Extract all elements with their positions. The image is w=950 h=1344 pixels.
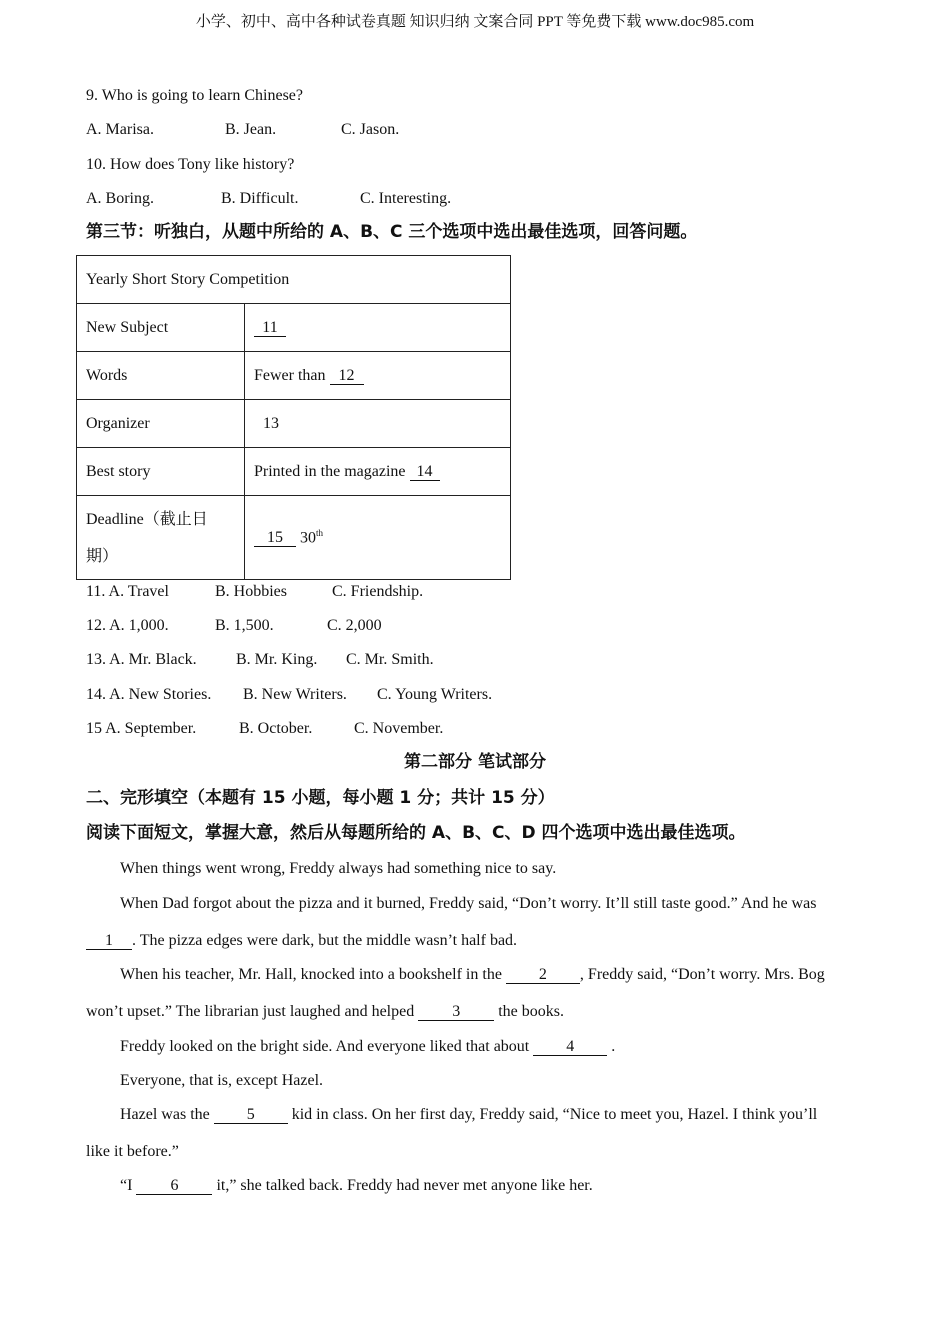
- table-title: Yearly Short Story Competition: [77, 256, 511, 304]
- passage-paragraph: Hazel was the 5 kid in class. On her first day, Freddy said, “Nice to meet you, Hazel. I think you’ll: [120, 1106, 818, 1123]
- passage-paragraph: When his teacher, Mr. Hall, knocked into a bookshelf in the 2 , Freddy said, “Don’t worry. Mrs. Bog: [120, 966, 825, 983]
- question-12-option-a: 12. A. 1,000.: [86, 617, 169, 634]
- answer-blank: 14: [410, 463, 440, 481]
- row-label: New Subject: [77, 304, 245, 352]
- table-row: [77, 352, 511, 400]
- question-13-option-c: C. Mr. Smith.: [346, 651, 434, 668]
- question-9-option-a: A. Marisa.: [86, 121, 154, 138]
- cloze-blank: 1: [86, 932, 132, 950]
- question-13-option-b: B. Mr. King.: [236, 651, 318, 668]
- passage-paragraph: won’t upset.” The librarian just laughed and helped 3 the books.: [86, 1003, 564, 1020]
- question-10-stem: 10. How does Tony like history?: [86, 156, 295, 173]
- question-11-option-a: 11. A. Travel: [86, 583, 169, 600]
- row-label: Organizer: [77, 400, 245, 448]
- question-9-option-c: C. Jason.: [341, 121, 400, 138]
- cloze-blank: 2: [506, 966, 580, 984]
- row-value: 15 30th: [245, 496, 511, 580]
- question-10-option-a: A. Boring.: [86, 190, 154, 207]
- row-value: [245, 304, 511, 352]
- question-10-option-c: C. Interesting.: [360, 190, 452, 207]
- row-label: Deadline（截止日 期）: [77, 496, 245, 580]
- passage-paragraph: “I 6 it,” she talked back. Freddy had never met anyone like her.: [120, 1177, 593, 1194]
- row-label: Best story: [77, 448, 245, 496]
- question-15-option-c: C. November.: [354, 720, 444, 737]
- passage-paragraph: 1 . The pizza edges were dark, but the middle wasn’t half bad.: [86, 931, 517, 951]
- question-14-option-b: B. New Writers.: [243, 686, 347, 703]
- passage-paragraph: When things went wrong, Freddy always had something nice to say.: [120, 860, 557, 877]
- section-3-title: 第三节：听独白，从题中所给的 A、B、C 三个选项中选出最佳选项，回答问题。: [86, 222, 698, 242]
- cloze-blank: 5: [214, 1106, 288, 1124]
- passage-paragraph: When Dad forgot about the pizza and it burned, Freddy said, “Don’t worry. It’ll still taste good.” And he was: [120, 895, 817, 912]
- answer-blank: 15: [254, 529, 296, 547]
- passage-paragraph: Everyone, that is, except Hazel.: [120, 1072, 324, 1089]
- table-row: [77, 448, 511, 496]
- question-9-stem: 9. Who is going to learn Chinese?: [86, 87, 303, 104]
- table-row: [77, 496, 511, 580]
- cloze-blank: 6: [136, 1177, 212, 1195]
- row-value: Printed in the magazine 14: [245, 448, 511, 496]
- question-11-option-b: B. Hobbies: [215, 583, 287, 600]
- answer-blank: 11: [254, 319, 286, 337]
- cloze-instruction: 阅读下面短文，掌握大意，然后从每题所给的 A、B、C、D 四个选项中选出最佳选项。: [86, 823, 746, 843]
- table-row: [77, 304, 511, 352]
- question-12-option-b: B. 1,500.: [215, 617, 274, 634]
- row-label: Words: [77, 352, 245, 400]
- answer-blank: 12: [330, 367, 364, 385]
- competition-table: [76, 255, 511, 580]
- question-13-option-a: 13. A. Mr. Black.: [86, 651, 197, 668]
- question-14-option-c: C. Young Writers.: [377, 686, 493, 703]
- cloze-blank: 3: [418, 1003, 494, 1021]
- question-14-option-a: 14. A. New Stories.: [86, 686, 212, 703]
- question-15-option-a: 15 A. September.: [86, 720, 197, 737]
- cloze-title: 二、完形填空（本题有 15 小题，每小题 1 分；共计 15 分）: [86, 788, 555, 808]
- cloze-blank: 4: [533, 1038, 607, 1056]
- passage-paragraph: like it before.”: [86, 1143, 179, 1160]
- answer-blank: 13: [263, 414, 279, 432]
- question-11-option-c: C. Friendship.: [332, 583, 424, 600]
- question-10-option-b: B. Difficult.: [221, 190, 299, 207]
- question-12-option-c: C. 2,000: [327, 617, 382, 634]
- row-value: [245, 400, 511, 448]
- question-9-option-b: B. Jean.: [225, 121, 277, 138]
- table-row: [77, 400, 511, 448]
- question-15-option-b: B. October.: [239, 720, 313, 737]
- part-2-title: 第二部分 笔试部分: [404, 752, 546, 772]
- page-header: 小学、初中、高中各种试卷真题 知识归纳 文案合同 PPT 等免费下载 www.doc985.com: [195, 14, 755, 30]
- row-value: Fewer than 12: [245, 352, 511, 400]
- passage-paragraph: Freddy looked on the bright side. And everyone liked that about 4 .: [120, 1038, 616, 1055]
